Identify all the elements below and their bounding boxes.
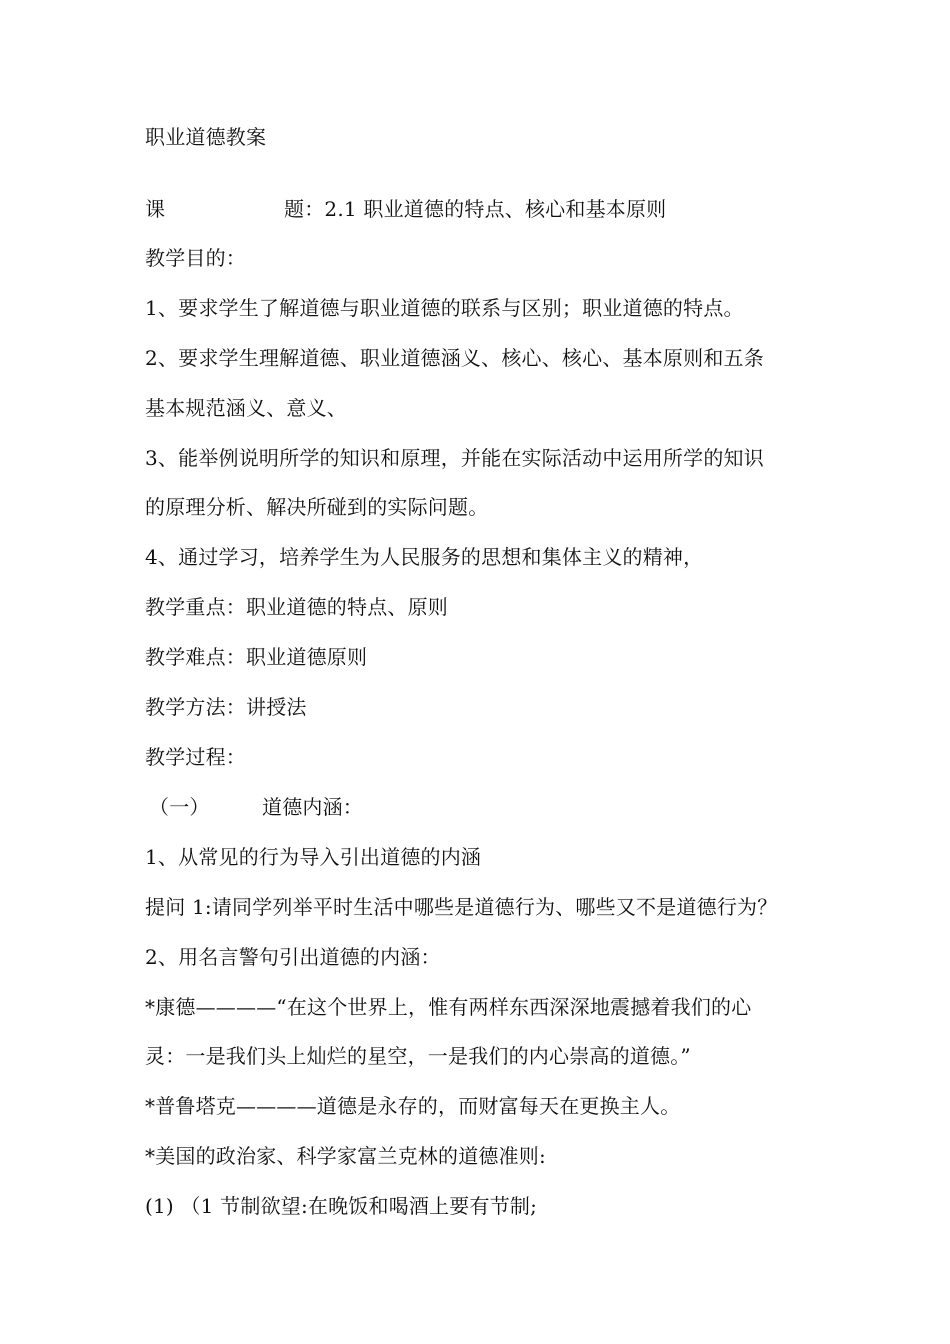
franklin-heading: *美国的政治家、科学家富兰克林的道德准则: <box>145 1144 546 1168</box>
subject-label: 课 <box>145 197 166 221</box>
objective-3: 3、能举例说明所学的知识和原理，并能在实际活动中运用所学的知识 <box>145 446 764 470</box>
franklin-rule-1: (1) （1 节制欲望:在晚饭和喝酒上要有节制; <box>145 1194 538 1218</box>
objective-2: 2、要求学生理解道德、职业道德涵义、核心、核心、基本原则和五条 <box>145 346 764 370</box>
quote-plutarch: *普鲁塔克————道德是永存的，而财富每天在更换主人。 <box>145 1094 681 1118</box>
process-step-1: 1、从常见的行为导入引出道德的内涵 <box>145 845 482 869</box>
teaching-process: 教学过程： <box>145 745 246 769</box>
section-heading: 道德内涵： <box>262 795 363 819</box>
question-1: 提问 1:请同学列举平时生活中哪些是道德行为、哪些又不是道德行为？ <box>145 895 778 919</box>
teaching-difficulty: 教学难点：职业道德原则 <box>145 645 368 669</box>
objective-4: 4、通过学习，培养学生为人民服务的思想和集体主义的精神， <box>145 545 704 569</box>
objective-2-continued: 基本规范涵义、意义、 <box>145 396 347 420</box>
section-number: （一） <box>149 795 210 819</box>
teaching-method: 教学方法：讲授法 <box>145 695 307 719</box>
teaching-focus: 教学重点：职业道德的特点、原则 <box>145 595 448 619</box>
document-title: 职业道德教案 <box>145 125 267 149</box>
objective-3-continued: 的原理分析、解决所碰到的实际问题。 <box>145 495 489 519</box>
process-step-2: 2、用名言警句引出道德的内涵： <box>145 945 441 969</box>
subject-text: 题：2.1 职业道德的特点、核心和基本原则 <box>284 197 667 221</box>
quote-kant: *康德————“在这个世界上，惟有两样东西深深地震撼着我们的心 <box>145 995 752 1019</box>
objectives-heading: 教学目的： <box>145 246 246 270</box>
objective-1: 1、要求学生了解道德与职业道德的联系与区别；职业道德的特点。 <box>145 296 744 320</box>
quote-kant-continued: 灵：一是我们头上灿烂的星空，一是我们的内心崇高的道德。” <box>145 1044 691 1068</box>
